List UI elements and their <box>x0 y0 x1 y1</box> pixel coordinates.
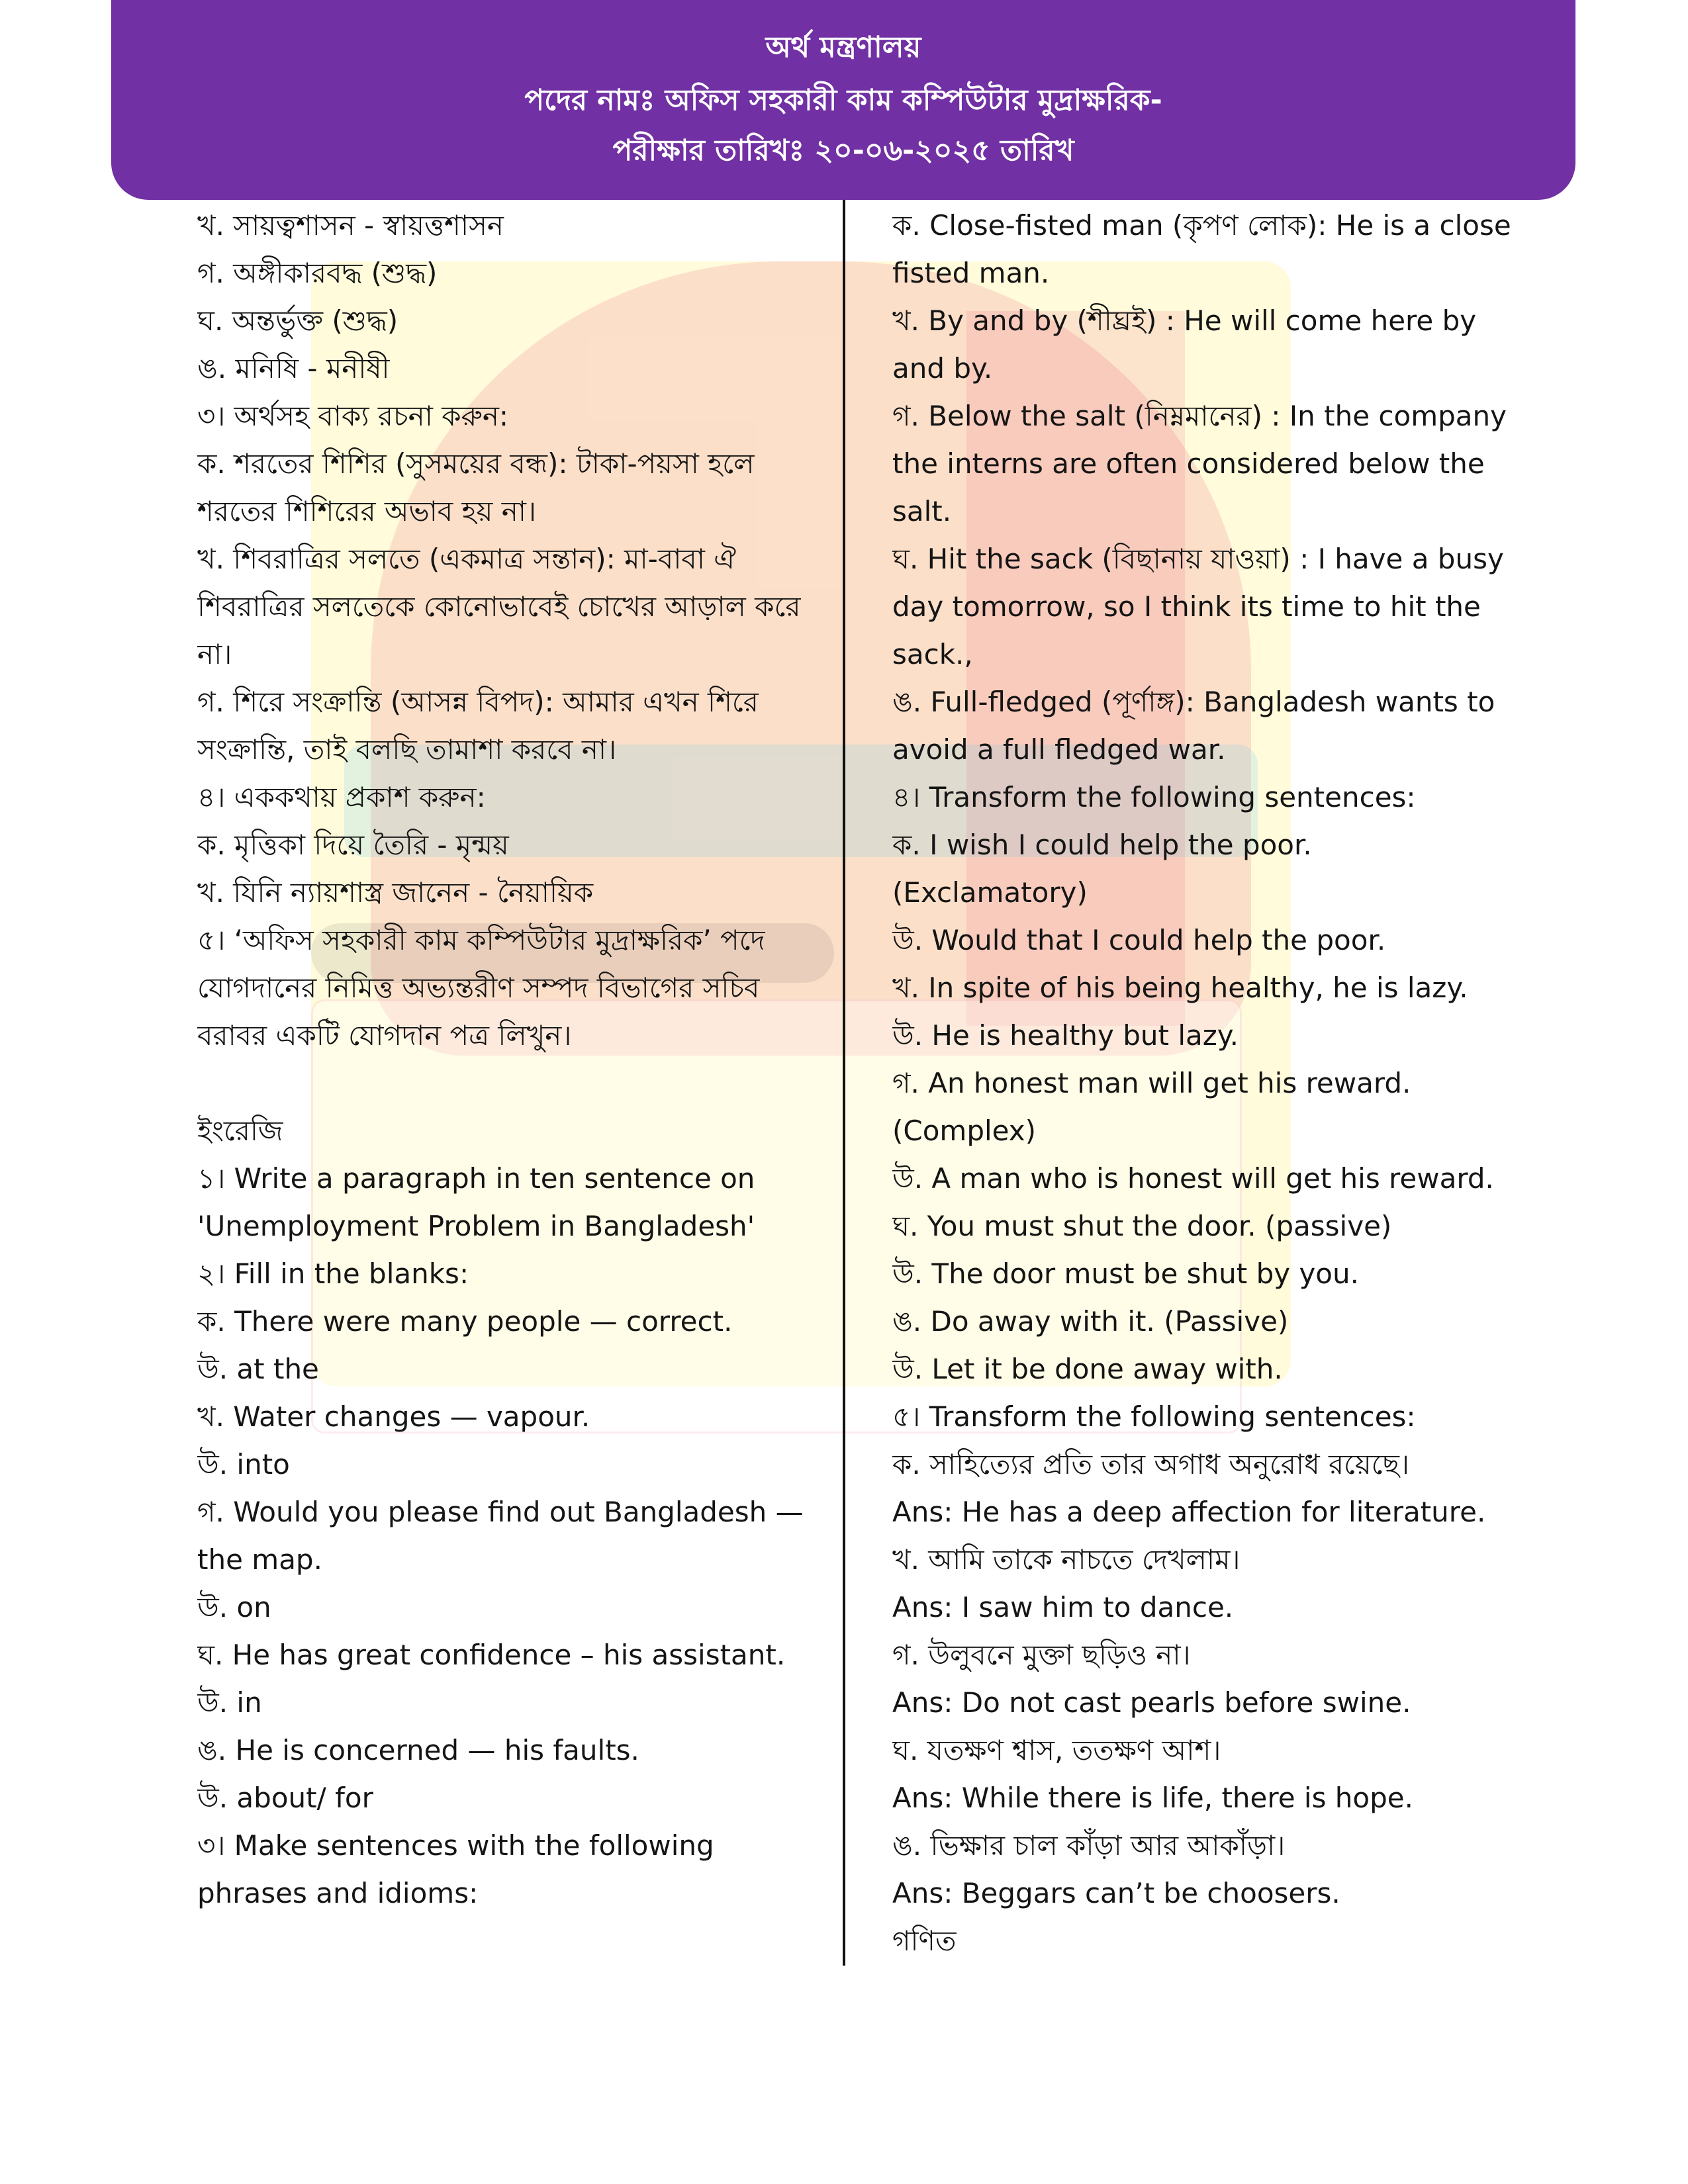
text-line: খ. In spite of his being healthy, he is lazy. <box>892 972 1468 1004</box>
text-line: খ. আমি তাকে নাচতে দেখলাম। <box>892 1543 1241 1576</box>
text-line: গ. অঙ্গীকারবদ্ধ (শুদ্ধ) <box>197 257 438 289</box>
blank-line <box>197 1060 833 1107</box>
text-line: ঘ. যতক্ষণ শ্বাস, ততক্ষণ আশ। <box>892 1734 1221 1766</box>
text-line: ঘ. অন্তর্ভুক্ত (শুদ্ধ) <box>197 304 399 337</box>
ministry-title: অর্থ মন্ত্রণালয় <box>765 30 921 64</box>
answer-line: Ans: I saw him to dance. <box>892 1591 1234 1623</box>
text-line: ঙ. Full-fledged (পূর্ণাঙ্গ): Bangladesh wants to <box>892 686 1495 718</box>
text-line: ক. শরতের শিশির (সুসময়ের বন্ধ): টাকা-পয়সা হলে <box>197 447 755 480</box>
answer-line: উ. He is healthy but lazy. <box>892 1019 1239 1052</box>
text-line: salt. <box>892 495 952 527</box>
answer-line: Ans: Beggars can’t be choosers. <box>892 1877 1340 1909</box>
question-heading: ২। Fill in the blanks: <box>197 1257 469 1290</box>
text-line: ক. সাহিত্যের প্রতি তার অগাধ অনুরোধ রয়েছে। <box>892 1448 1410 1480</box>
text-line: (Complex) <box>892 1115 1036 1147</box>
question-heading: ৪। এককথায় প্রকাশ করুন: <box>197 781 486 813</box>
answer-line: উ. Let it be done away with. <box>892 1353 1283 1385</box>
text-line: ক. I wish I could help the poor. <box>892 829 1312 861</box>
question-heading: ৪। Transform the following sentences: <box>892 781 1416 813</box>
text-line: 'Unemployment Problem in Bangladesh' <box>197 1210 755 1242</box>
answer-line: উ. in <box>197 1686 262 1719</box>
text-line: the map. <box>197 1543 322 1576</box>
text-line: গ. An honest man will get his reward. <box>892 1067 1411 1099</box>
answer-line: Ans: Do not cast pearls before swine. <box>892 1686 1411 1719</box>
answer-line: উ. Would that I could help the poor. <box>892 924 1386 956</box>
text-line: fisted man. <box>892 257 1050 289</box>
text-line: sack., <box>892 638 973 670</box>
text-line: ঘ. Hit the sack (বিছানায় যাওয়া) : I have a busy <box>892 543 1504 575</box>
question-heading: ৫। Transform the following sentences: <box>892 1400 1416 1433</box>
text-line: phrases and idioms: <box>197 1877 479 1909</box>
text-line: ক. There were many people — correct. <box>197 1305 733 1338</box>
section-heading-math: গণিত <box>892 1925 957 1957</box>
answer-line: উ. The door must be shut by you. <box>892 1257 1359 1290</box>
text-line: ঙ. ভিক্ষার চাল কাঁড়া আর আকাঁড়া। <box>892 1829 1286 1862</box>
question-heading: ৩। অর্থসহ বাক্য রচনা করুন: <box>197 400 509 432</box>
answer-line: Ans: While there is life, there is hope. <box>892 1782 1413 1814</box>
answer-line: উ. at the <box>197 1353 319 1385</box>
page-header-banner <box>111 0 1575 200</box>
text-line: ঙ. He is concerned — his faults. <box>197 1734 639 1766</box>
text-line: খ. সায়ত্বশাসন - স্বায়ত্তশাসন <box>197 209 504 242</box>
question-heading: ৩। Make sentences with the following <box>197 1829 714 1862</box>
post-name: পদের নামঃ অফিস সহকারী কাম কম্পিউটার মুদ্রাক্ষরিক- <box>524 83 1162 117</box>
text-line: সংক্রান্তি, তাই বলছি তামাশা করবে না। <box>197 733 617 766</box>
text-line: যোগদানের নিমিত্ত অভ্যন্তরীণ সম্পদ বিভাগের সচিব <box>197 972 760 1004</box>
answer-line: Ans: He has a deep affection for literature. <box>892 1496 1486 1528</box>
text-line: গ. Below the salt (নিম্নমানের) : In the company <box>892 400 1507 432</box>
answer-line: উ. A man who is honest will get his reward. <box>892 1162 1494 1195</box>
column-divider <box>843 200 845 1966</box>
answer-line: উ. on <box>197 1591 271 1623</box>
text-line: শরতের শিশিরের অভাব হয় না। <box>197 495 536 527</box>
text-line: ক. Close-fisted man (কৃপণ লোক): He is a close <box>892 209 1511 242</box>
answer-line: উ. into <box>197 1448 290 1480</box>
question-heading: ৫। ‘অফিস সহকারী কাম কম্পিউটার মুদ্রাক্ষরিক’ পদে <box>197 924 765 956</box>
text-line: ঘ. He has great confidence – his assistant. <box>197 1639 786 1671</box>
text-line: ঙ. Do away with it. (Passive) <box>892 1305 1289 1338</box>
text-line: and by. <box>892 352 993 385</box>
text-line: avoid a full fledged war. <box>892 733 1226 766</box>
right-column <box>892 202 1548 1965</box>
text-line: খ. শিবরাত্রির সলতে (একমাত্র সন্তান): মা-বাবা ঐ <box>197 543 737 575</box>
exam-date: পরীক্ষার তারিখঃ ২০-০৬-২০২৫ তারিখ <box>612 134 1074 167</box>
text-line: ঘ. You must shut the door. (passive) <box>892 1210 1392 1242</box>
text-line: গ. Would you please find out Bangladesh — <box>197 1496 804 1528</box>
text-line: গ. শিরে সংক্রান্তি (আসন্ন বিপদ): আমার এখন শিরে <box>197 686 759 718</box>
text-line: ঙ. মনিষি - মনীষী <box>197 352 390 385</box>
section-heading-english: ইংরেজি <box>197 1115 283 1147</box>
left-column <box>197 202 833 1917</box>
answer-line: উ. about/ for <box>197 1782 373 1814</box>
text-line: না। <box>197 638 232 670</box>
text-line: শিবরাত্রির সলতেকে কোনোভাবেই চোখের আড়াল করে <box>197 590 801 623</box>
text-line: খ. Water changes — vapour. <box>197 1400 590 1433</box>
text-line: day tomorrow, so I think its time to hit the <box>892 590 1481 623</box>
text-line: the interns are often considered below the <box>892 447 1485 480</box>
text-line: ক. মৃত্তিকা দিয়ে তৈরি - মৃন্ময় <box>197 829 509 861</box>
text-line: বরাবর একটি যোগদান পত্র লিখুন। <box>197 1019 572 1052</box>
text-line: খ. যিনি ন্যায়শাস্ত্র জানেন - নৈয়ায়িক <box>197 876 594 909</box>
text-line: (Exclamatory) <box>892 876 1088 909</box>
question-heading: ১। Write a paragraph in ten sentence on <box>197 1162 755 1195</box>
text-line: গ. উলুবনে মুক্তা ছড়িও না। <box>892 1639 1191 1671</box>
text-line: খ. By and by (শীঘ্রই) : He will come here by <box>892 304 1477 337</box>
